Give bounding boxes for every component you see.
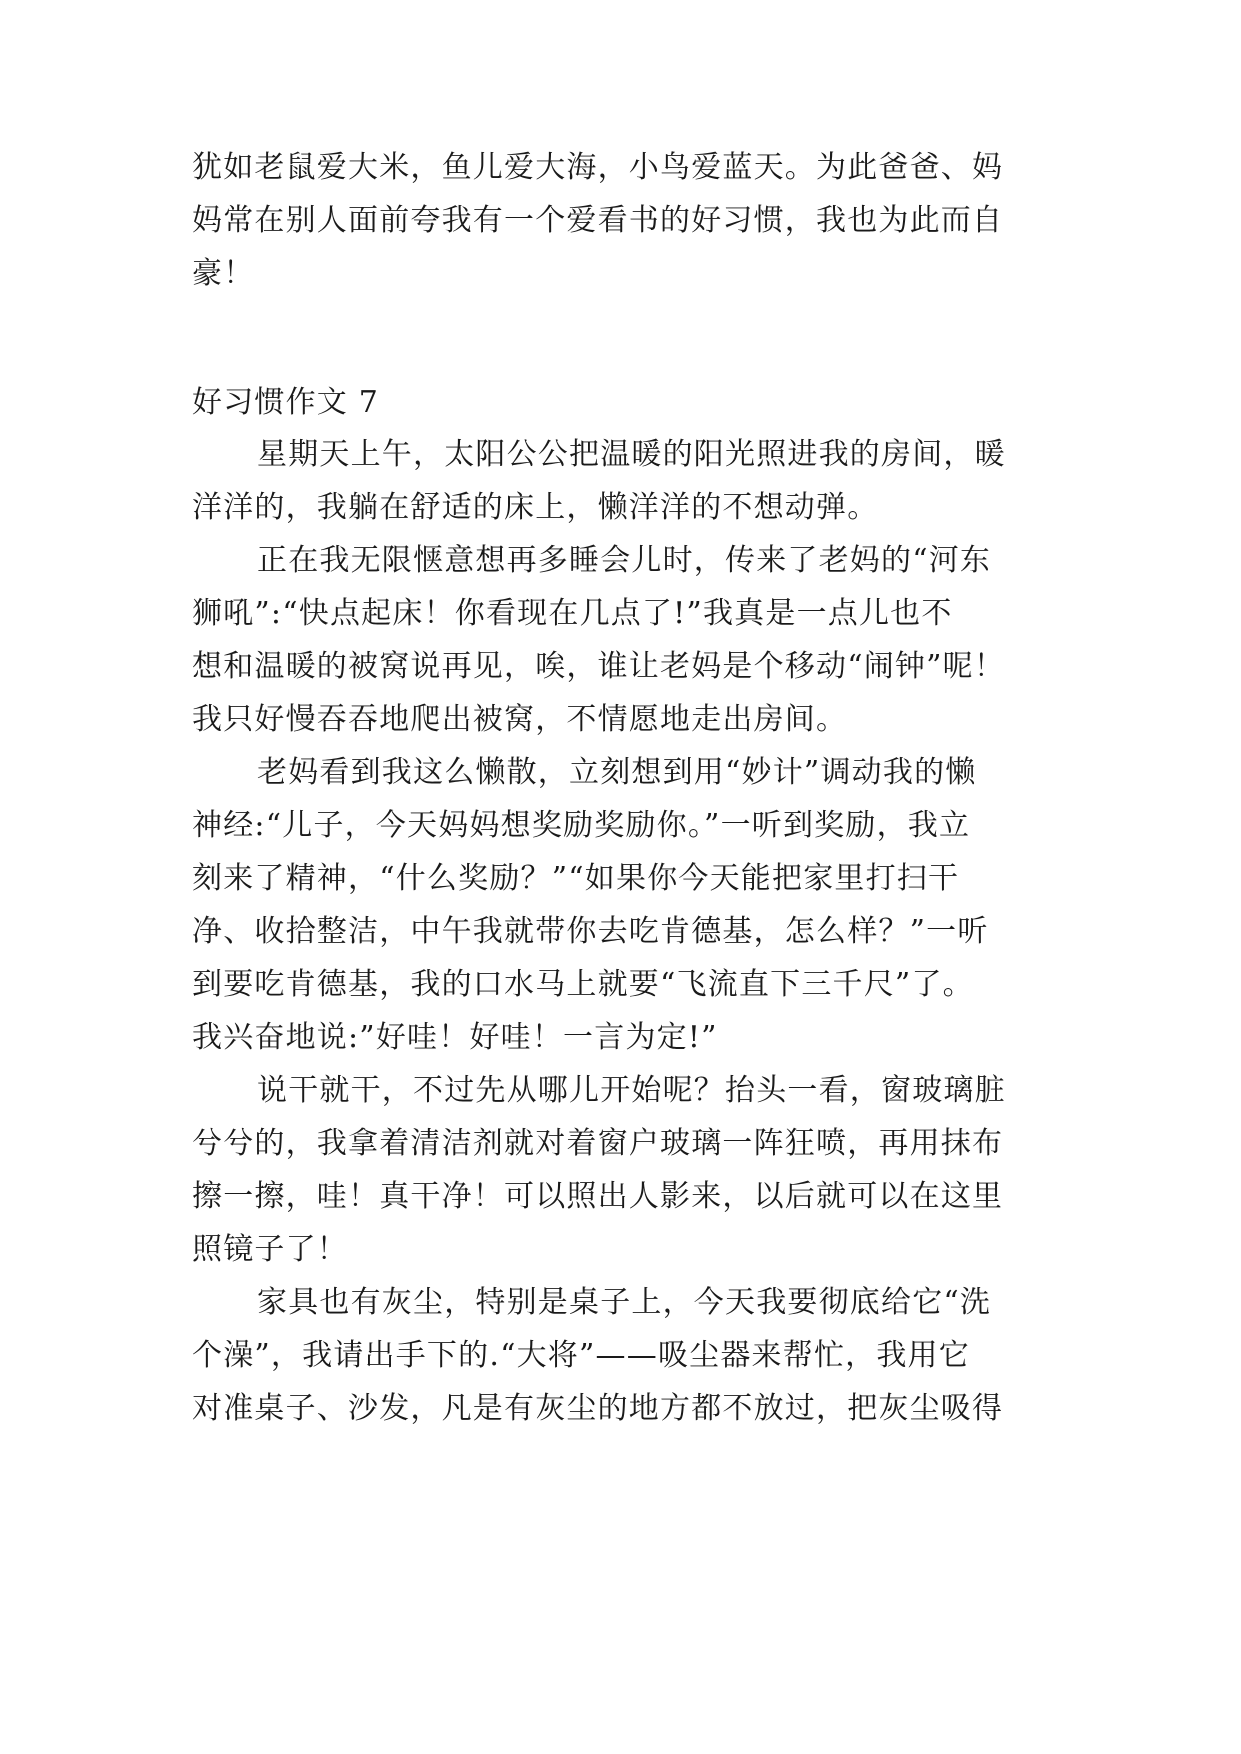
paragraph-line: 对准桌子、沙发，凡是有灰尘的地方都不放过，把灰尘吸得 — [192, 1391, 1004, 1426]
paragraph-line: 照镜子了！ — [192, 1232, 348, 1267]
paragraph-line: 洋洋的，我躺在舒适的床上，懒洋洋的不想动弹。 — [192, 490, 879, 525]
paragraph-line: 兮兮的，我拿着清洁剂就对着窗户玻璃一阵狂喷，再用抹布 — [192, 1126, 1004, 1161]
paragraph-line: 个澡”，我请出手下的.“大将”——吸尘器来帮忙，我用它 — [192, 1338, 970, 1373]
paragraph-line: 狮吼”:“快点起床！你看现在几点了!”我真是一点儿也不 — [192, 596, 953, 631]
paragraph-line: 老妈看到我这么懒散，立刻想到用“妙计”调动我的懒 — [257, 755, 977, 790]
paragraph-line: 星期天上午，太阳公公把温暖的阳光照进我的房间，暖 — [257, 437, 1006, 472]
paragraph-line: 我兴奋地说:”好哇！好哇！一言为定!” — [192, 1020, 718, 1055]
section-title: 好习惯作文 7 — [192, 385, 380, 420]
paragraph-line: 我只好慢吞吞地爬出被窝，不情愿地走出房间。 — [192, 702, 848, 737]
intro-line: 犹如老鼠爱大米，鱼儿爱大海，小鸟爱蓝天。为此爸爸、妈 — [192, 150, 1004, 185]
paragraph-line: 家具也有灰尘，特别是桌子上，今天我要彻底给它“洗 — [257, 1285, 992, 1320]
paragraph-line: 神经:“儿子，今天妈妈想奖励奖励你。”一听到奖励，我立 — [192, 808, 971, 843]
paragraph-line: 想和温暖的被窝说再见，唉，谁让老妈是个移动“闹钟”呢！ — [192, 649, 1006, 684]
paragraph-line: 正在我无限惬意想再多睡会儿时，传来了老妈的“河东 — [257, 543, 992, 578]
intro-line: 妈常在别人面前夸我有一个爱看书的好习惯，我也为此而自 — [192, 203, 1004, 238]
paragraph-line: 擦一擦，哇！真干净！可以照出人影来，以后就可以在这里 — [192, 1179, 1004, 1214]
intro-line: 豪！ — [192, 256, 255, 291]
paragraph-line: 刻来了精神，“什么奖励？”“如果你今天能把家里打扫干 — [192, 861, 960, 896]
paragraph-line: 到要吃肯德基，我的口水马上就要“飞流直下三千尺”了。 — [192, 967, 974, 1002]
paragraph-line: 说干就干，不过先从哪儿开始呢？抬头一看，窗玻璃脏 — [257, 1073, 1006, 1108]
paragraph-line: 净、收拾整洁，中午我就带你去吃肯德基，怎么样？”一听 — [192, 914, 989, 949]
